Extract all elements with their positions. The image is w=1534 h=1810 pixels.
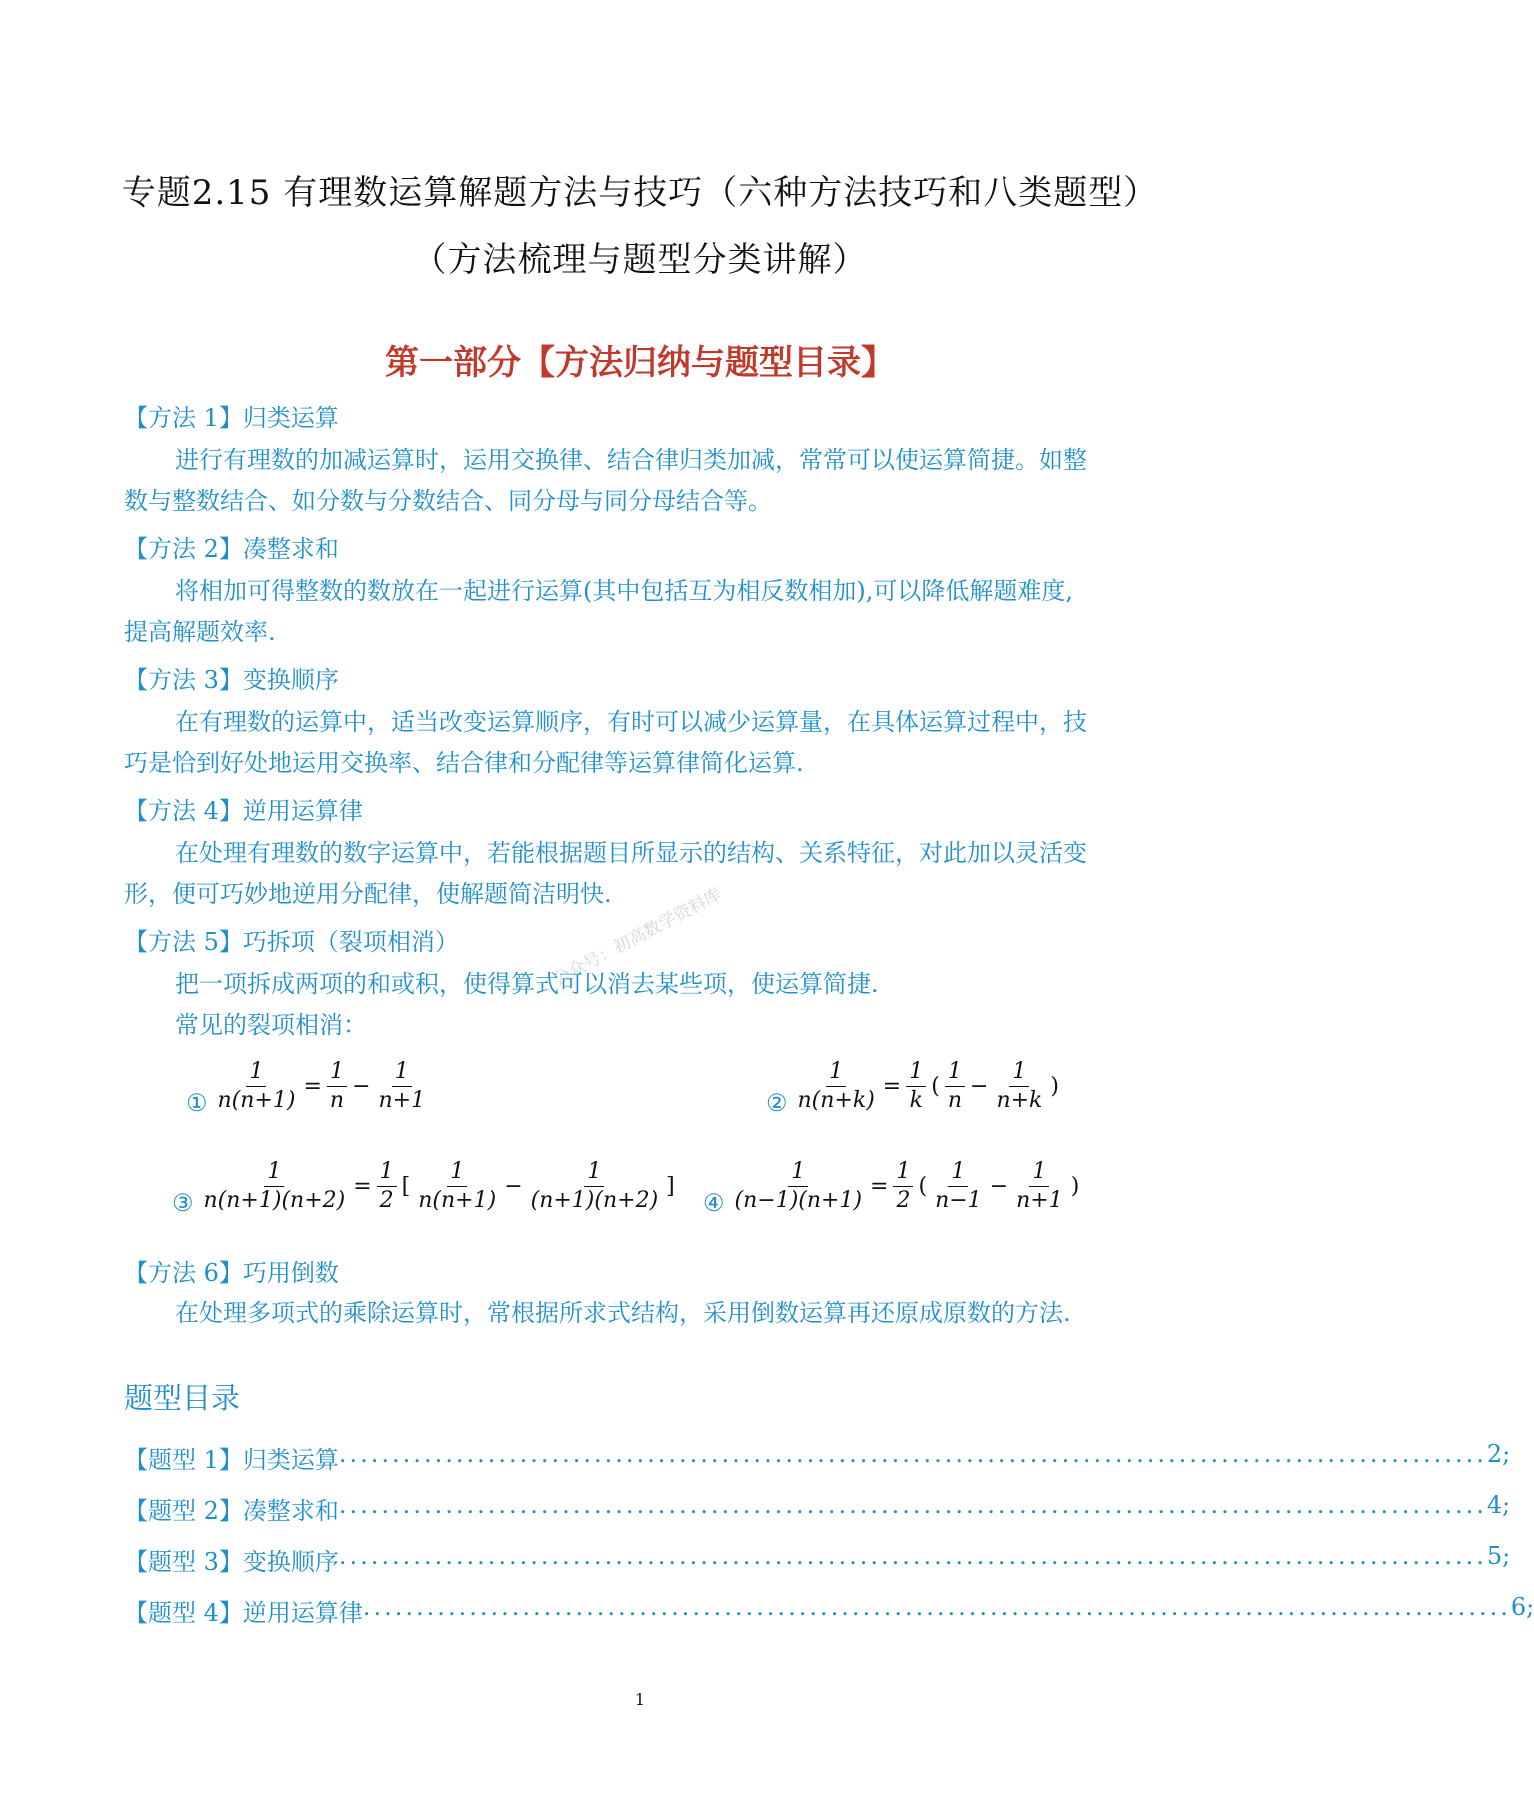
fraction: $\frac{1}{n}$ (945, 1060, 965, 1113)
toc-item-2[interactable] (124, 1491, 1511, 1526)
method-3-text-line2: 巧是恰到好处地运用交换率、结合律和分配律等运算律简化运算. (124, 749, 804, 777)
toc-leader: ............................................................................................................ (362, 1593, 1511, 1621)
method-2-heading: 【方法 2】凑整求和 (124, 535, 339, 563)
formula-2-mark: ② (766, 1089, 788, 1118)
fraction: $\frac{1}{n-1}$ (935, 1159, 982, 1214)
fraction: $\frac{1}{n}$ (327, 1060, 347, 1113)
method-5-text-line1: 把一项拆成两项的和或积，使得算式可以消去某些项，使运算简捷. (175, 970, 879, 998)
toc-item-label: 【题型 4】逆用运算律 (124, 1599, 363, 1627)
method-5-text-line2: 常见的裂项相消： (175, 1011, 367, 1039)
method-1-text-line2: 数与整数结合、如分数与分数结合、同分母与同分母结合等。 (124, 487, 772, 515)
fraction: $\frac{1}{2}$ (377, 1160, 397, 1213)
fraction: $\frac{1}{n(n+1)}$ (217, 1059, 296, 1114)
method-3-heading: 【方法 3】变换顺序 (124, 666, 339, 694)
method-2-text-line1: 将相加可得整数的数放在一起进行运算(其中包括互为相反数相加),可以降低解题难度, (175, 577, 1073, 605)
formula-1: ① $\frac{1}{n(n+1)}$ = $\frac{1}{n}$ − $\frac{1}{n+1}$ (186, 1060, 431, 1113)
fraction: $\frac{1}{2}$ (893, 1160, 913, 1213)
method-4-text-line2: 形，便可巧妙地逆用分配律，使解题简洁明快. (124, 880, 612, 908)
fraction: $\frac{1}{(n+1)(n+2)}$ (530, 1159, 659, 1214)
fraction: $\frac{1}{k}$ (906, 1060, 926, 1113)
toc-leader: ............................................................................................................ (338, 1440, 1487, 1468)
formula-4-mark: ④ (703, 1189, 725, 1218)
toc-item-1[interactable] (124, 1440, 1511, 1475)
fraction: $\frac{1}{n+k}$ (996, 1059, 1043, 1114)
toc-leader: ............................................................................................................ (338, 1491, 1487, 1519)
method-4-heading: 【方法 4】逆用运算律 (124, 797, 363, 825)
method-1-text-line1: 进行有理数的加减运算时，运用交换律、结合律归类加减，常常可以使运算简捷。如整 (175, 446, 1087, 474)
fraction: $\frac{1}{n(n+1)(n+2)}$ (203, 1159, 346, 1214)
method-1-heading: 【方法 1】归类运算 (124, 404, 339, 432)
document-subtitle: （方法梳理与题型分类讲解） (412, 240, 868, 280)
method-6-heading: 【方法 6】巧用倒数 (124, 1259, 339, 1287)
fraction: $\frac{1}{n(n+1)}$ (418, 1159, 497, 1214)
toc-item-page: 2; (1486, 1440, 1511, 1468)
formula-1-mark: ① (186, 1089, 208, 1118)
formula-2: ② $\frac{1}{n(n+k)}$ = $\frac{1}{k}$ ( $\frac{1}{n}$ − $\frac{1}{n+k}$ ) (766, 1059, 1059, 1118)
page-number: 1 (634, 1690, 646, 1709)
fraction: $\frac{1}{(n-1)(n+1)}$ (734, 1159, 863, 1214)
fraction: $\frac{1}{n+1}$ (1016, 1159, 1063, 1214)
method-3-text-line1: 在有理数的运算中，适当改变运算顺序，有时可以减少运算量，在具体运算过程中，技 (175, 708, 1087, 736)
method-2-text-line2: 提高解题效率. (124, 618, 276, 646)
method-4-text-line1: 在处理有理数的数字运算中，若能根据题目所显示的结构、关系特征，对此加以灵活变 (175, 839, 1087, 867)
method-5-heading: 【方法 5】巧拆项（裂项相消） (124, 928, 459, 956)
toc-item-3[interactable] (124, 1542, 1511, 1577)
toc-item-label: 【题型 3】变换顺序 (124, 1548, 339, 1576)
part-title: 第一部分【方法归纳与题型目录】 (385, 343, 895, 383)
toc-item-page: 5; (1486, 1542, 1511, 1570)
formula-3: ③ $\frac{1}{n(n+1)(n+2)}$ = $\frac{1}{2}$ [ $\frac{1}{n(n+1)}$ − $\frac{1}{(n+1)(n+2)}$ ] (172, 1159, 675, 1218)
method-6-text-line1: 在处理多项式的乘除运算时，常根据所求式结构，采用倒数运算再还原成原数的方法. (175, 1299, 1071, 1327)
watermark-text: 公众号：初高数学资料库 (550, 884, 725, 991)
formula-4: ④ $\frac{1}{(n-1)(n+1)}$ = $\frac{1}{2}$ ( $\frac{1}{n-1}$ − $\frac{1}{n+1}$ ) (703, 1159, 1080, 1218)
toc-item-page: 6; (1510, 1593, 1534, 1621)
toc-leader: ............................................................................................................ (338, 1542, 1487, 1570)
document-title: 专题2.15 有理数运算解题方法与技巧（六种方法技巧和八类题型） (121, 173, 1159, 213)
formula-3-mark: ③ (172, 1189, 194, 1218)
fraction: $\frac{1}{n(n+k)}$ (797, 1059, 875, 1114)
toc-item-label: 【题型 2】凑整求和 (124, 1497, 339, 1525)
toc-item-page: 4; (1486, 1491, 1511, 1519)
toc-item-4[interactable] (124, 1593, 1534, 1628)
toc-title: 题型目录 (124, 1381, 241, 1415)
toc-item-label: 【题型 1】归类运算 (124, 1446, 339, 1474)
fraction: $\frac{1}{n+1}$ (378, 1059, 426, 1114)
